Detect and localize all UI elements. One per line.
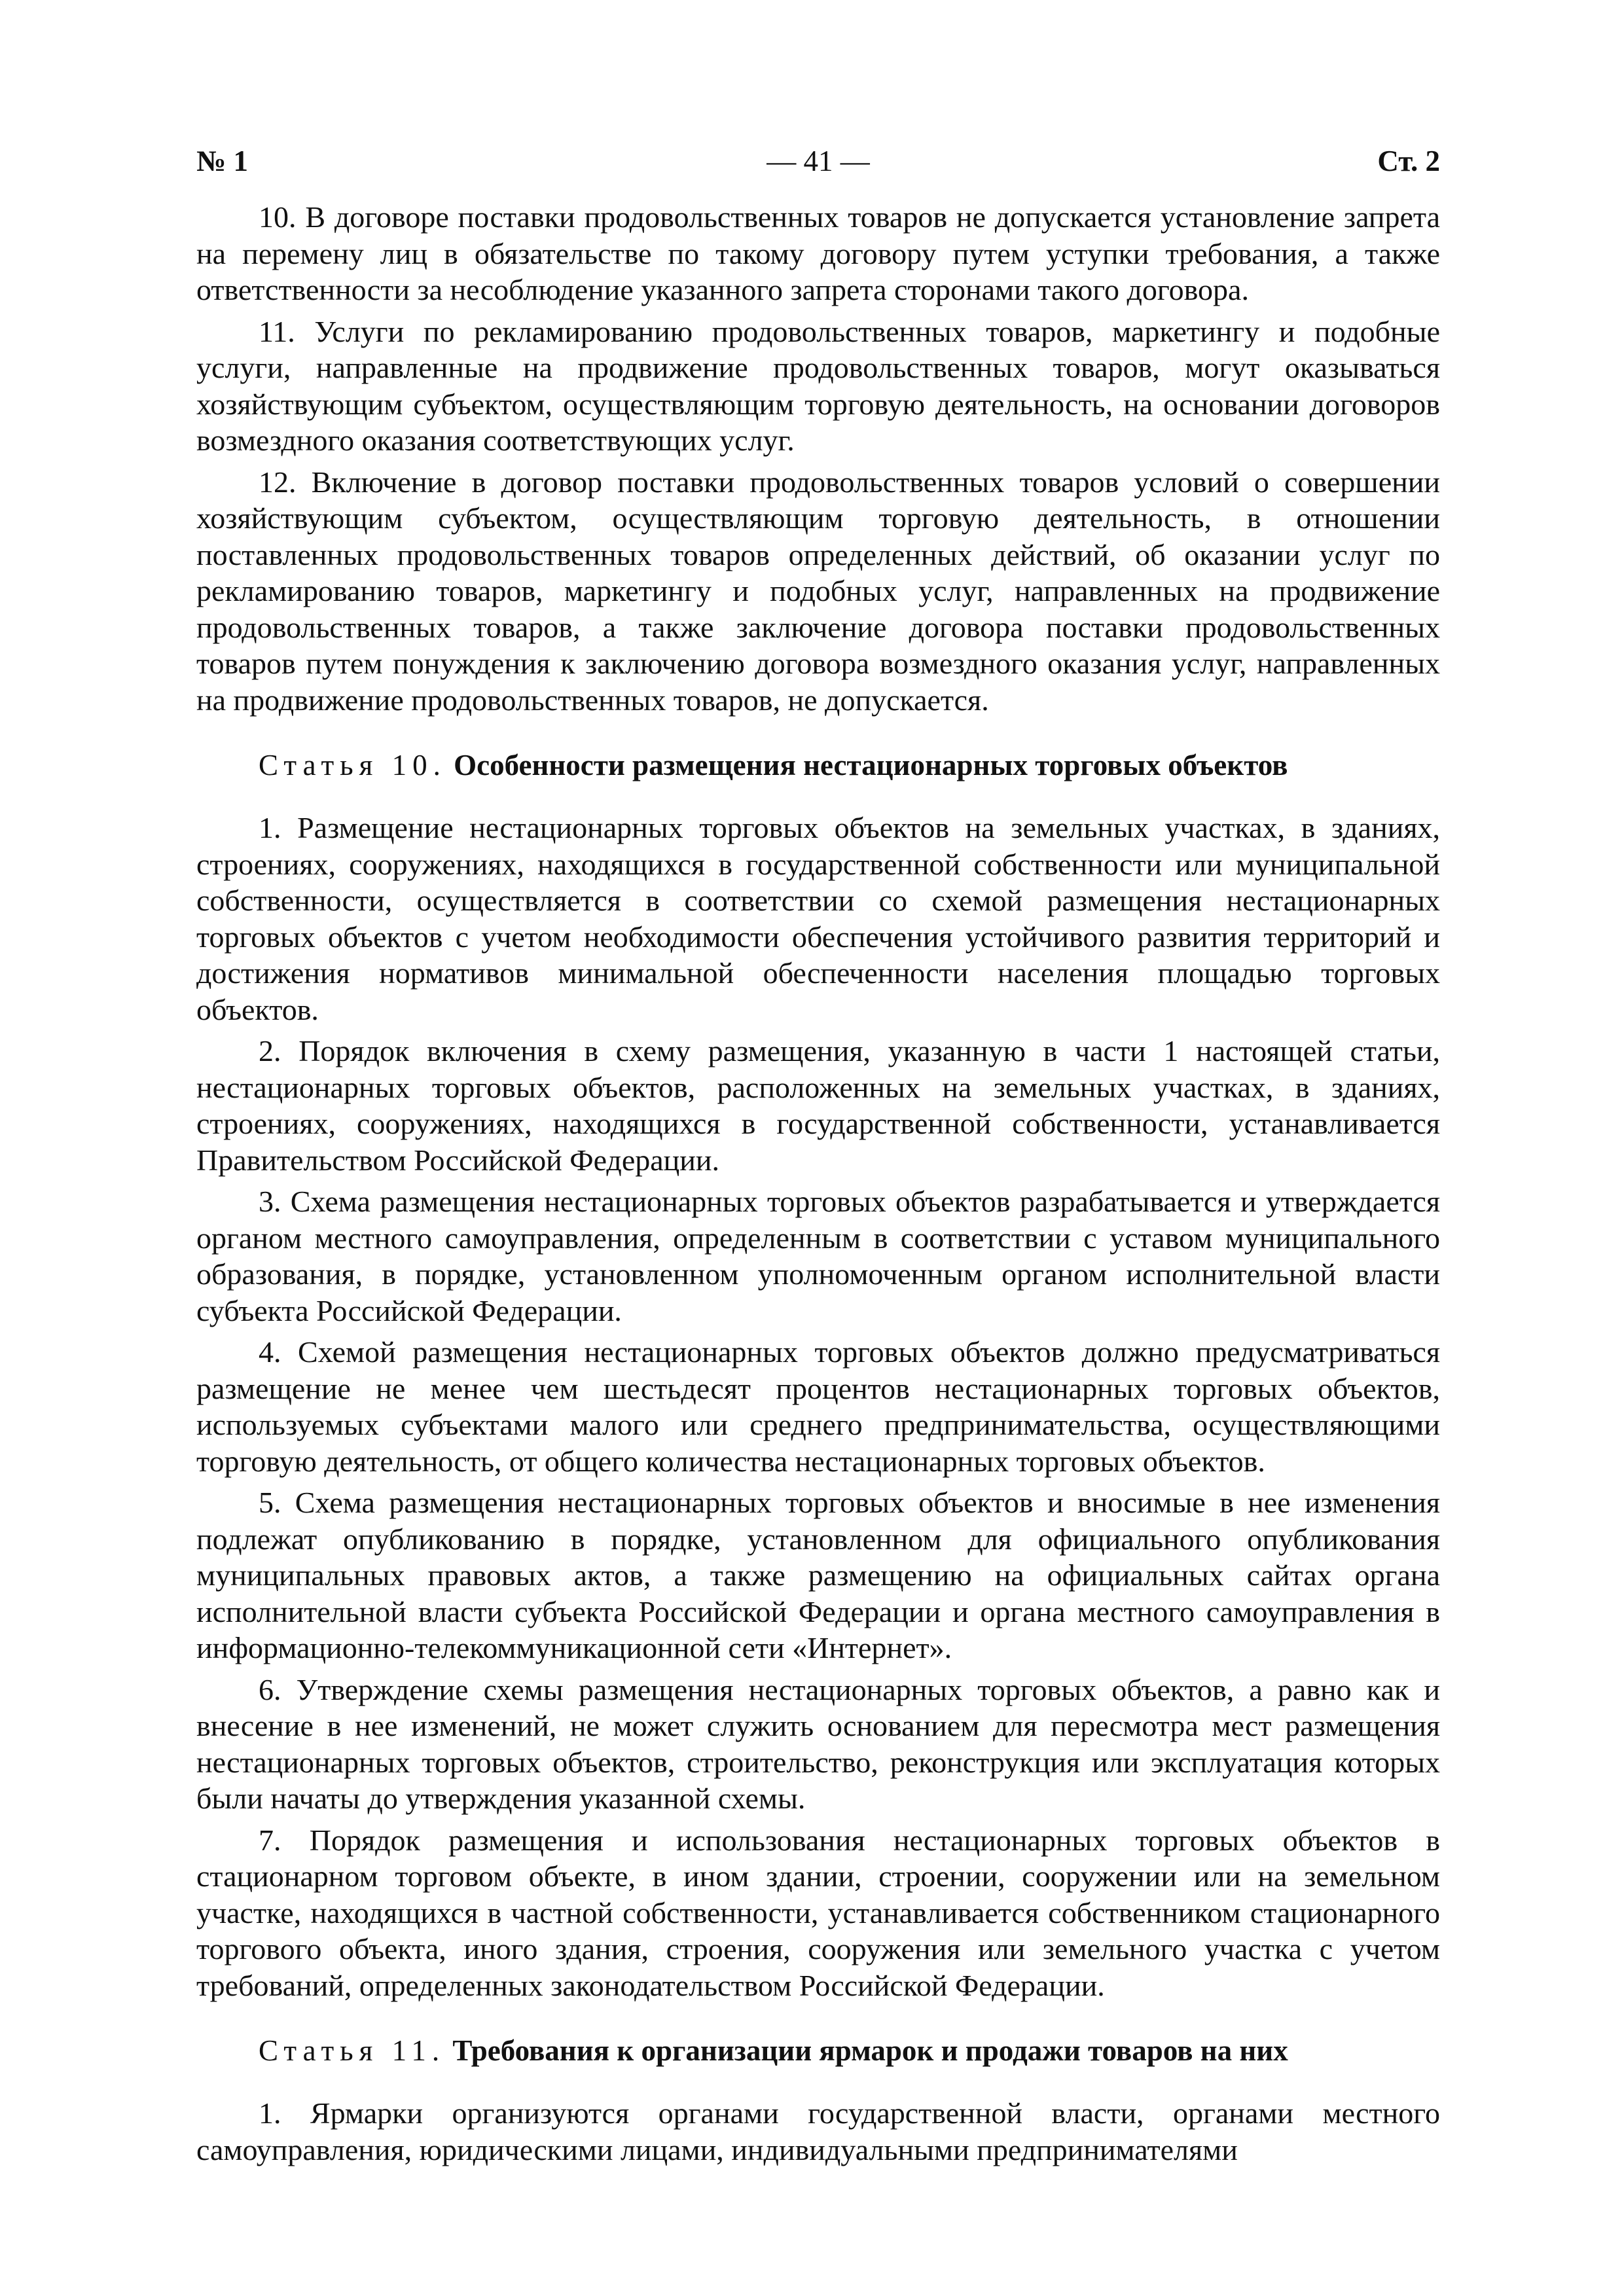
issue-number: № 1 xyxy=(196,145,248,177)
article-heading xyxy=(196,747,1440,783)
paragraph: 12. Включение в договор поставки продовольственных товаров условий о совершении хозяйствующим субъектом, осуществляющим торговую деятельность, в отношении поставленных продовольственных товаров определенных действий, об оказании услуг по рекламированию товаров, маркетингу и подобных услуг, направленных на продвижение продовольственных товаров, а также заключение договора поставки продовольственных товаров путем понуждения к заключению договора возмездного оказания услуг, направленных на продвижение продовольственных товаров, не допускается. xyxy=(196,465,1440,717)
paragraph: 5. Схема размещения нестационарных торговых объектов и вносимые в нее изменения подлежат опубликованию в порядке, установленном для официального опубликования муниципальных правовых актов, а также размещению на официальных сайтах органа исполнительной власти субъекта Российской Федерации и органа местного самоуправления в информационно-телекоммуникационной сети «Интернет». xyxy=(196,1486,1440,1664)
paragraph: 3. Схема размещения нестационарных торговых объектов разрабатывается и утверждается органом местного самоуправления, определенным в соответствии с уставом муниципального образования, в порядке, установленном уполномоченным органом исполнительной власти субъекта Российской Федерации. xyxy=(196,1185,1440,1327)
article-label: Статья 10. xyxy=(259,749,446,781)
paragraph: 7. Порядок размещения и использования нестационарных торговых объектов в стационарном торговом объекте, в ином здании, строении, сооружении или на земельном участке, находящихся в частной собственности, устанавливается собственником стационарного торгового объекта, иного здания, строения, сооружения или земельного участка с учетом требований, определенных законодательством Российской Федерации. xyxy=(196,1823,1440,2002)
paragraph: 2. Порядок включения в схему размещения, указанную в части 1 настоящей статьи, нестационарных торговых объектов, расположенных на земельных участках, в зданиях, строениях, сооружениях, находящихся в государственной собственности, устанавливается Правительством Российской Федерации. xyxy=(196,1034,1440,1177)
article-title: Требования к организации ярмарок и продажи товаров на них xyxy=(452,2034,1288,2067)
article-title: Особенности размещения нестационарных торговых объектов xyxy=(454,749,1288,781)
document-page xyxy=(196,144,1440,2173)
article-10 xyxy=(196,747,1440,2003)
paragraph: 6. Утверждение схемы размещения нестационарных торговых объектов, а равно как и внесение в нее изменений, не может служить основанием для пересмотра мест размещения нестационарных торговых объектов, строительство, реконструкция или эксплуатация которых были начаты до утверждения указанной схемы. xyxy=(196,1672,1440,1815)
paragraph: 1. Ярмарки организуются органами государственной власти, органами местного самоуправления, юридическими лицами, индивидуальными предпринимателями xyxy=(196,2096,1440,2166)
paragraph: 11. Услуги по рекламированию продовольственных товаров, маркетингу и подобные услуги, направленные на продвижение продовольственных товаров, могут оказываться хозяйствующим субъектом, осуществляющим торговую деятельность, на основании договоров возмездного оказания соответствующих услуг. xyxy=(196,314,1440,457)
article-9-continuation xyxy=(196,199,1440,718)
page-number: — 41 — xyxy=(767,145,870,177)
paragraph: 10. В договоре поставки продовольственных товаров не допускается установление запрета на перемену лиц в обязательстве по такому договору путем уступки требования, а также ответственности за несоблюдение указанного запрета сторонами такого договора. xyxy=(196,200,1440,306)
paragraph: 4. Схемой размещения нестационарных торговых объектов должно предусматриваться размещение не менее чем шестьдесят процентов нестационарных торговых объектов, используемых субъектами малого или среднего предпринимательства, осуществляющими торговую деятельность, от общего количества нестационарных торговых объектов. xyxy=(196,1335,1440,1478)
article-11 xyxy=(196,2032,1440,2168)
page-header xyxy=(196,144,1440,185)
article-heading xyxy=(196,2032,1440,2069)
article-reference: Ст. 2 xyxy=(1377,145,1440,177)
paragraph: 1. Размещение нестационарных торговых объектов на земельных участках, в зданиях, строениях, сооружениях, находящихся в государственной собственности или муниципальной собственности, осуществляется в соответствии со схемой размещения нестационарных торговых объектов с учетом необходимости обеспечения устойчивого развития территорий и достижения нормативов минимальной обеспеченности населения площадью торговых объектов. xyxy=(196,811,1440,1026)
article-label: Статья 11. xyxy=(259,2034,446,2067)
